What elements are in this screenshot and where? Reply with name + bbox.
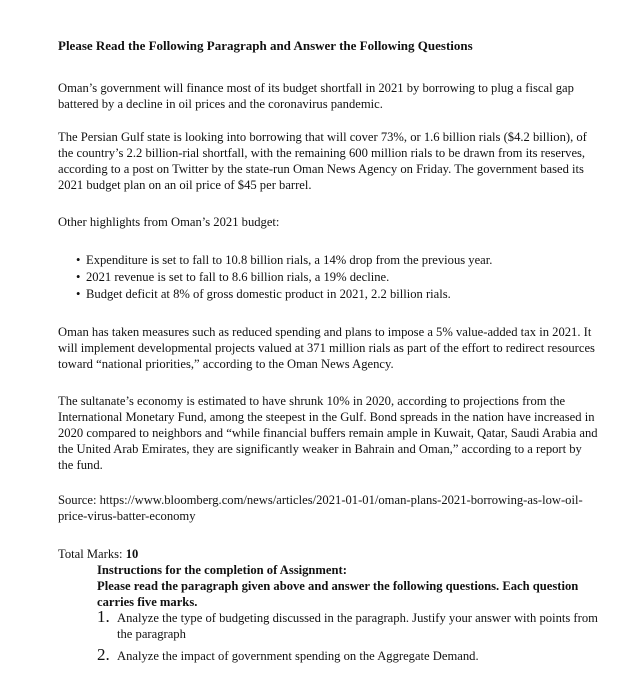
list-item-text: Expenditure is set to fall to 10.8 billion rials, a 14% drop from the previous year. [86,253,493,267]
total-marks-value: 10 [125,547,139,561]
bullet-icon: • [76,287,81,301]
budget-highlights-list [76,252,596,303]
list-item-text: 2021 revenue is set to fall to 8.6 billion rials, a 19% decline. [86,270,390,284]
list-item-text: Budget deficit at 8% of gross domestic product in 2021, 2.2 billion rials. [86,287,451,301]
paragraph-borrowing: The Persian Gulf state is looking into borrowing that will cover 73%, or 1.6 billion rials ($4.2 billion), of the country’s 2.2 billion-rial shortfall, with the remaining 600 million rials to be drawn from its reserves, according to a post on Twitter by the state-run Oman News Agency on Friday. The government based its 2021 budget plan on an oil price of $45 per barrel. [58,130,587,192]
bullet-icon: • [76,270,81,284]
question-item [97,607,612,642]
questions-list [97,607,612,670]
question-number: 2. [97,645,110,664]
instructions-heading: Instructions for the completion of Assignment: [97,563,347,577]
bullet-icon: • [76,253,81,267]
source-citation: Source: https://www.bloomberg.com/news/articles/2021-01-01/oman-plans-2021-borrowing-as-low-oil-price-virus-batter-economy [58,493,583,523]
total-marks [58,546,138,562]
question-item [97,645,612,664]
paragraph-intro: Oman’s government will finance most of its budget shortfall in 2021 by borrowing to plug a fiscal gap battered by a decline in oil prices and the coronavirus pandemic. [58,81,574,111]
total-marks-label: Total Marks: [58,547,123,561]
list-item [76,286,596,303]
question-text: Analyze the type of budgeting discussed in the paragraph. Justify your answer with points from the paragraph [117,611,598,641]
list-item [76,269,596,286]
document-title: Please Read the Following Paragraph and Answer the Following Questions [58,38,473,53]
assignment-instructions [97,562,607,610]
instructions-text: Please read the paragraph given above and answer the following questions. Each question carries five marks. [97,579,579,609]
paragraph-economy: The sultanate’s economy is estimated to have shrunk 10% in 2020, according to projections from the International Monetary Fund, among the steepest in the Gulf. Bond spreads in the nation have increased in 2020 compared to neighbors and “while financial buffers remain ample in Kuwait, Qatar, Saudi Arabia and the United Arab Emirates, they are significantly weaker in Bahrain and Oman,” according to a report by the fund. [58,394,598,472]
question-number: 1. [97,607,110,626]
paragraph-measures: Oman has taken measures such as reduced spending and plans to impose a 5% value-added tax in 2021. It will implement developmental projects valued at 371 million rials as part of the effort to redirect resources toward “national priorities,” according to the Oman News Agency. [58,325,595,371]
paragraph-highlights-heading: Other highlights from Oman’s 2021 budget: [58,215,280,229]
question-text: Analyze the impact of government spending on the Aggregate Demand. [117,649,479,663]
list-item [76,252,596,269]
